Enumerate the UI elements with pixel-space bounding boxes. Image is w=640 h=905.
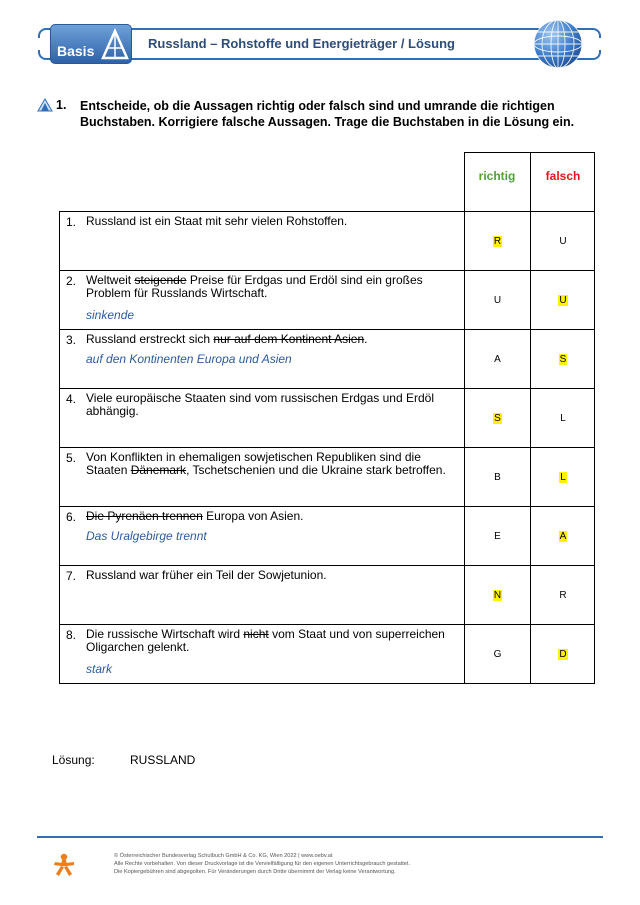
richtig-letter: E (494, 531, 501, 542)
falsch-cell (531, 330, 595, 388)
statement-text (86, 215, 458, 228)
falsch-cell (531, 566, 595, 624)
richtig-cell (465, 625, 531, 683)
statement-cell (60, 212, 465, 270)
statement-text (86, 510, 458, 523)
statement-number: 8. (66, 628, 77, 642)
statement-number: 6. (66, 510, 77, 524)
struck-text: Die Pyrenäen trennen (86, 509, 203, 523)
richtig-letter: G (493, 649, 502, 660)
falsch-cell (531, 625, 595, 683)
falsch-letter: U (559, 236, 567, 247)
correction-text: stark (86, 662, 113, 676)
statement-fragment: Viele europäische Staaten sind vom russischen Erdgas und Erdöl abhängig. (86, 391, 434, 418)
difficulty-icon (37, 98, 53, 112)
statement-cell (60, 330, 465, 388)
statement-fragment: Russland war früher ein Teil der Sowjetunion. (86, 568, 327, 582)
richtig-cell (465, 271, 531, 329)
falsch-letter: A (559, 531, 567, 542)
statement-text (86, 628, 458, 654)
statement-cell (60, 566, 465, 624)
richtig-letter: S (494, 413, 501, 424)
table-row (59, 448, 595, 507)
richtig-cell (465, 330, 531, 388)
letter-wrap (531, 236, 595, 247)
table-row (59, 625, 595, 684)
statement-cell (60, 389, 465, 447)
letter-wrap (465, 295, 530, 306)
statement-fragment: Preise für Erdgas und Erdöl sind ein großes Problem für Russlands Wirtschaft. (86, 273, 423, 300)
statement-number: 3. (66, 333, 77, 347)
statement-cell (60, 448, 465, 506)
page-title: Russland – Rohstoffe und Energieträger / Lösung (148, 36, 455, 51)
solution-value: RUSSLAND (130, 753, 196, 767)
richtig-cell (465, 212, 531, 270)
statement-cell (60, 507, 465, 565)
logo-triangle-icon (101, 28, 129, 62)
falsch-cell (531, 212, 595, 270)
falsch-cell (531, 448, 595, 506)
header-frame-gap-right (597, 38, 603, 50)
letter-wrap (531, 413, 595, 424)
struck-text: nicht (243, 627, 269, 641)
footer-divider (37, 836, 603, 838)
falsch-letter: S (559, 354, 567, 365)
letter-wrap (465, 531, 530, 542)
letter-wrap (531, 590, 595, 601)
correction-text: Das Uralgebirge trennt (86, 529, 207, 543)
falsch-cell (531, 507, 595, 565)
richtig-letter: R (493, 236, 502, 247)
statement-text (86, 392, 458, 418)
table-row (59, 389, 595, 448)
letter-wrap (465, 354, 530, 365)
statement-text (86, 333, 458, 346)
task-number: 1. (56, 98, 67, 112)
correction-text: sinkende (86, 308, 135, 322)
statement-fragment: Europa von Asien. (202, 509, 304, 523)
statement-fragment: Weltweit (86, 273, 135, 287)
statement-cell (60, 271, 465, 329)
logo-text: Basis (57, 43, 95, 59)
struck-text: steigende (134, 273, 187, 287)
footer-copyright (114, 852, 594, 876)
letter-wrap (531, 531, 595, 542)
statement-number: 1. (66, 215, 77, 229)
footer-line-2: Alle Rechte vorbehalten. Von dieser Druckvorlage ist die Vervielfältigung für den eigenen Unterrichtsgebrauch gestattet. (114, 861, 411, 867)
solution-label: Lösung: (52, 753, 95, 767)
richtig-cell (465, 566, 531, 624)
falsch-cell (531, 389, 595, 447)
statement-fragment: . (364, 332, 368, 346)
falsch-letter: L (560, 472, 566, 483)
letter-wrap (465, 472, 530, 483)
statement-text (86, 451, 458, 477)
column-header-richtig: richtig (478, 169, 516, 183)
letter-wrap (531, 354, 595, 365)
statement-fragment: , Tschetschenien und die Ukraine stark betroffen. (186, 463, 446, 477)
letter-wrap (531, 472, 595, 483)
task-instruction: Entscheide, ob die Aussagen richtig oder falsch sind und umrande die richtigen Buchstaben. Korrigiere falsche Aussagen. Trage die Buchstaben in die Lösung ein. (80, 99, 575, 129)
statement-fragment: Russland erstreckt sich (86, 332, 214, 346)
statement-cell (60, 625, 465, 683)
statement-number: 5. (66, 451, 77, 465)
globe-icon (531, 17, 585, 71)
richtig-cell (465, 448, 531, 506)
letter-wrap (531, 295, 595, 306)
table-row (59, 566, 595, 625)
letter-wrap (465, 413, 530, 424)
struck-text: nur auf dem Kontinent Asien (213, 332, 365, 346)
letter-wrap (531, 649, 595, 660)
footer-line-3: Die Kopiergebühren sind abgegolten. Für Veränderungen durch Dritte übernimmt der Verlag keine Verantwortung. (114, 869, 396, 875)
statement-fragment: vom Staat und von superreichen Oligarchen gelenkt. (86, 627, 445, 654)
statement-text (86, 569, 458, 582)
basis-logo (50, 24, 132, 64)
richtig-cell (465, 507, 531, 565)
statement-text (86, 274, 458, 300)
statement-number: 4. (66, 392, 77, 406)
letter-wrap (465, 590, 530, 601)
richtig-letter: U (493, 295, 502, 306)
table-row (59, 212, 595, 271)
falsch-cell (531, 271, 595, 329)
table-row (59, 271, 595, 330)
richtig-cell (465, 389, 531, 447)
falsch-letter: L (560, 413, 566, 424)
correction-text: auf den Kontinenten Europa und Asien (86, 352, 292, 366)
statement-fragment: Die russische Wirtschaft wird (86, 627, 244, 641)
header-frame-gap-left (36, 38, 42, 50)
statement-fragment: Russland ist ein Staat mit sehr vielen Rohstoffen. (86, 214, 348, 228)
falsch-letter: D (559, 649, 567, 660)
richtig-letter: N (493, 590, 502, 601)
column-header-falsch: falsch (545, 169, 581, 183)
struck-text: Dänemark (130, 463, 187, 477)
letter-wrap (465, 649, 530, 660)
falsch-letter: R (559, 590, 567, 601)
statement-fragment: Von Konflikten in ehemaligen sowjetischen Republiken sind die Staaten (86, 450, 421, 477)
richtig-letter: A (494, 354, 501, 365)
letter-wrap (465, 236, 530, 247)
falsch-letter: U (559, 295, 567, 306)
footer-line-1: © Österreichischer Bundesverlag Schulbuch GmbH & Co. KG, Wien 2022 | www.oebv.at (114, 853, 333, 859)
publisher-logo-icon (52, 852, 76, 878)
richtig-letter: B (494, 472, 501, 483)
statement-number: 7. (66, 569, 77, 583)
table-row (59, 507, 595, 566)
statement-table (59, 211, 595, 684)
table-row (59, 330, 595, 389)
statement-number: 2. (66, 274, 77, 288)
